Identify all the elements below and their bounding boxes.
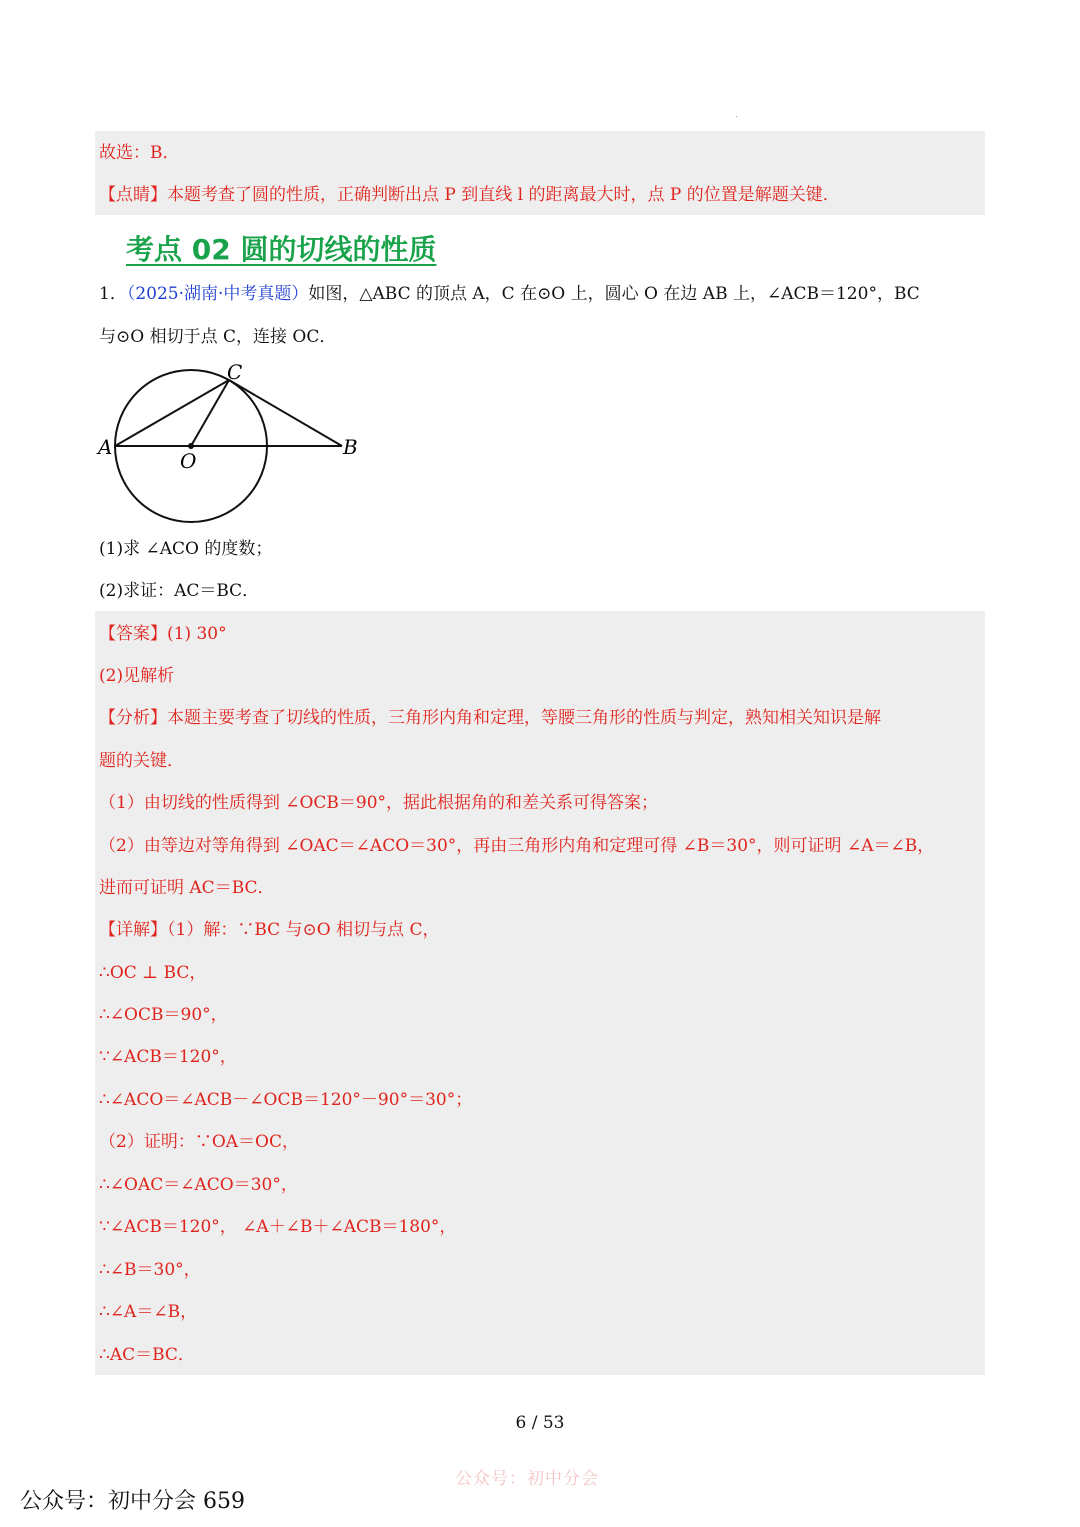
step-line: ∴∠OAC＝∠ACO＝30°， [99, 1175, 298, 1195]
top-mark: . [735, 110, 738, 119]
step-line: ∴∠OCB＝90°， [99, 1005, 228, 1025]
step-line: ∵∠ACB＝120°， ∠A＋∠B＋∠ACB＝180°， [99, 1217, 457, 1237]
question-2: (2)求证：AC＝BC． [99, 581, 260, 601]
label-b: B [343, 435, 358, 459]
detail-tag: 【详解】 [99, 920, 167, 940]
analysis-line-5: 进而可证明 AC＝BC． [99, 878, 275, 898]
problem-number: 1． [99, 284, 127, 304]
watermark: 公众号：初中分会 [455, 1469, 599, 1489]
geometry-figure [95, 360, 370, 530]
label-o: O [180, 449, 197, 473]
analysis-line-3: （1）由切线的性质得到 ∠OCB＝90°，据此根据角的和差关系可得答案； [99, 793, 659, 813]
detail-line-1 [99, 918, 440, 942]
note-text: 本题考查了圆的性质，正确判断出点 P 到直线 l 的距离最大时，点 P 的位置是解题关键． [167, 185, 840, 205]
section-title: 考点 02 圆的切线的性质 [126, 233, 437, 266]
footer-caption: 公众号：初中分会 659 [20, 1489, 245, 1514]
answer-1: (1) 30° [167, 624, 227, 644]
segment-ac [115, 380, 229, 446]
note-tag: 【点睛】 [99, 185, 167, 205]
detail-text-1: （1）解：∵BC 与⊙O 相切与点 C， [167, 920, 440, 940]
analysis-line-1 [99, 706, 881, 730]
page-number: 6 / 53 [515, 1413, 565, 1433]
step-line: （2）证明：∵OA＝OC， [99, 1132, 299, 1152]
step-line: ∵∠ACB＝120°， [99, 1047, 237, 1067]
step-line: ∴∠A＝∠B， [99, 1302, 198, 1322]
analysis-tag: 【分析】 [99, 708, 167, 728]
step-line: ∴∠B＝30°， [99, 1260, 201, 1280]
step-line: ∴OC ⊥ BC， [99, 963, 207, 983]
step-line: ∴AC＝BC． [99, 1345, 195, 1365]
problem-text-1: 如图，△ABC 的顶点 A，C 在⊙O 上，圆心 O 在边 AB 上，∠ACB＝120°，BC [308, 284, 920, 304]
analysis-line-4: （2）由等边对等角得到 ∠OAC＝∠ACO＝30°，再由三角形内角和定理可得 ∠B＝30°，则可证明 ∠A＝∠B， [99, 836, 935, 856]
question-1: (1)求 ∠ACO 的度数； [99, 539, 273, 559]
label-c: C [227, 360, 243, 384]
segment-cb [229, 380, 342, 446]
answer-line-1 [99, 622, 227, 646]
prev-note [99, 183, 840, 207]
problem-source: （2025·湖南·中考真题） [126, 284, 309, 304]
problem-line-2: 与⊙O 相切于点 C，连接 OC． [99, 327, 337, 347]
label-a: A [98, 435, 113, 459]
analysis-text-1: 本题主要考查了切线的性质，三角形内角和定理，等腰三角形的性质与判定，熟知相关知识是解 [167, 708, 881, 728]
problem-line-1 [99, 282, 920, 306]
answer-line-2: (2)见解析 [99, 666, 175, 686]
analysis-line-2: 题的关键． [99, 751, 184, 771]
answer-tag: 【答案】 [99, 624, 167, 644]
step-line: ∴∠ACO＝∠ACB－∠OCB＝120°－90°＝30°； [99, 1090, 473, 1110]
prev-choice: 故选：B． [99, 143, 180, 163]
